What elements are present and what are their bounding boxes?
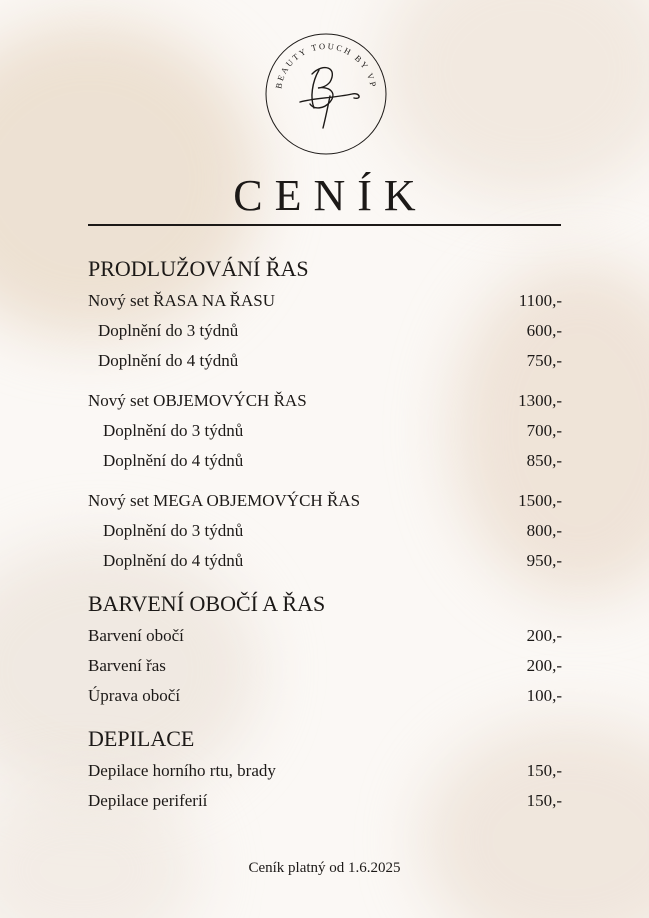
service-name: Nový set ŘASA NA ŘASU bbox=[88, 291, 276, 310]
service-name: Doplnění do 4 týdnů bbox=[98, 351, 239, 370]
service-price: 850,- bbox=[526, 451, 562, 470]
section-title: BARVENÍ OBOČÍ A ŘAS bbox=[88, 591, 326, 616]
service-name: Doplnění do 4 týdnů bbox=[103, 551, 244, 570]
brand-logo bbox=[264, 32, 388, 156]
price-row bbox=[88, 546, 562, 576]
price-row bbox=[88, 286, 562, 316]
price-row bbox=[88, 516, 562, 546]
service-price: 200,- bbox=[526, 626, 562, 645]
price-row bbox=[88, 446, 562, 476]
service-name: Doplnění do 3 týdnů bbox=[103, 521, 244, 540]
service-price: 700,- bbox=[526, 421, 562, 440]
price-row bbox=[88, 486, 562, 516]
service-price: 1100,- bbox=[518, 291, 562, 310]
monogram-icon bbox=[300, 68, 359, 128]
service-name: Doplnění do 4 týdnů bbox=[103, 451, 244, 470]
price-row bbox=[88, 386, 562, 416]
price-row bbox=[88, 651, 562, 681]
service-name: Doplnění do 3 týdnů bbox=[103, 421, 244, 440]
service-price: 600,- bbox=[526, 321, 562, 340]
logo-ring-text: BEAUTY TOUCH BY VP bbox=[273, 40, 379, 90]
price-row bbox=[88, 621, 562, 651]
price-row bbox=[88, 316, 562, 346]
service-name: Úprava obočí bbox=[88, 686, 181, 705]
section-barveni bbox=[88, 589, 562, 711]
service-price: 150,- bbox=[526, 761, 562, 780]
service-price: 1500,- bbox=[518, 491, 562, 510]
price-row bbox=[88, 786, 562, 816]
service-name: Nový set OBJEMOVÝCH ŘAS bbox=[88, 391, 307, 410]
section-depilace bbox=[88, 724, 562, 816]
service-price: 100,- bbox=[526, 686, 562, 705]
service-price: 200,- bbox=[526, 656, 562, 675]
service-name: Depilace horního rtu, brady bbox=[88, 761, 276, 780]
section-title: DEPILACE bbox=[88, 726, 195, 751]
price-row bbox=[88, 681, 562, 711]
service-name: Barvení obočí bbox=[88, 626, 184, 645]
validity-note: Ceník platný od 1.6.2025 bbox=[248, 860, 401, 876]
price-row bbox=[88, 756, 562, 786]
service-name: Depilace periferií bbox=[88, 791, 208, 810]
service-name: Barvení řas bbox=[88, 656, 166, 675]
service-price: 950,- bbox=[526, 551, 562, 570]
service-name: Doplnění do 3 týdnů bbox=[98, 321, 239, 340]
service-name: Nový set MEGA OBJEMOVÝCH ŘAS bbox=[88, 491, 361, 510]
price-row bbox=[88, 416, 562, 446]
section-title: PRODLUŽOVÁNÍ ŘAS bbox=[88, 256, 309, 281]
service-price: 150,- bbox=[526, 791, 562, 810]
section-prodluzovani-ras bbox=[88, 254, 562, 576]
service-price: 750,- bbox=[526, 351, 562, 370]
service-price: 800,- bbox=[526, 521, 562, 540]
price-row bbox=[88, 346, 562, 376]
page-title: CENÍK bbox=[233, 171, 428, 220]
service-price: 1300,- bbox=[518, 391, 562, 410]
title-divider bbox=[88, 224, 561, 226]
